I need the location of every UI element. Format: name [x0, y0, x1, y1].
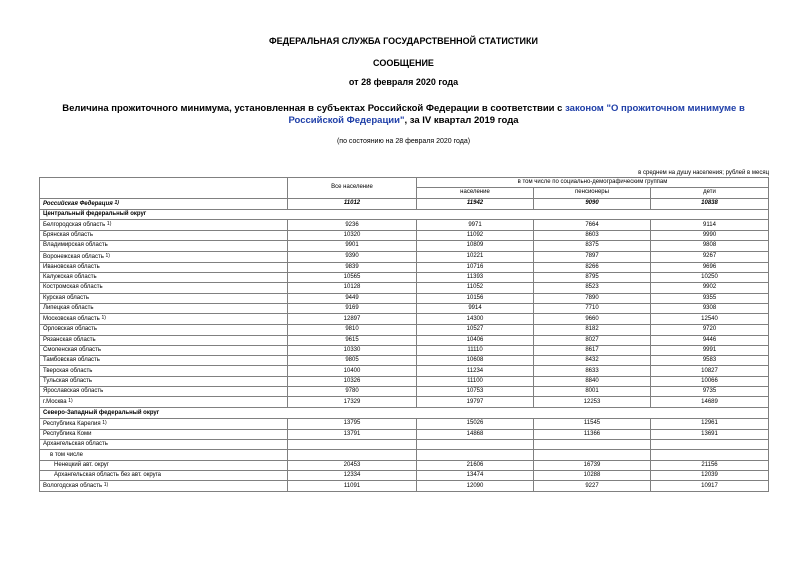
title-part-1: Величина прожиточного минимума, установленная в субъектах Российской Федерации в соответствии с: [62, 103, 566, 114]
value-working: 10608: [417, 356, 534, 366]
agency-name: ФЕДЕРАЛЬНАЯ СЛУЖБА ГОСУДАРСТВЕННОЙ СТАТИСТИКИ: [269, 36, 538, 46]
value-children: 9696: [651, 262, 769, 272]
value-all: 10400: [288, 366, 417, 376]
region-label: Костромская область: [43, 284, 103, 291]
value-children: 9808: [651, 241, 769, 251]
value-children: 9902: [651, 283, 769, 293]
value-working: 11110: [417, 345, 534, 355]
region-label: Центральный федеральный округ: [43, 210, 147, 217]
region-label: Ярославская область: [43, 388, 104, 395]
value-working: 10221: [417, 251, 534, 262]
value-pensioners: 8001: [534, 387, 651, 397]
footnote-mark: 1): [103, 482, 109, 489]
value-children: 9990: [651, 231, 769, 241]
value-working: 19797: [417, 397, 534, 408]
table-row: [40, 460, 769, 470]
region-name: [40, 303, 288, 313]
value-pensioners: 16739: [534, 460, 651, 470]
value-all: 9805: [288, 356, 417, 366]
value-children: [651, 440, 769, 450]
value-all: 9236: [288, 219, 417, 230]
region-name: [40, 231, 288, 241]
value-working: 9971: [417, 219, 534, 230]
table-row: [40, 471, 769, 481]
value-all: 9449: [288, 293, 417, 303]
value-pensioners: 12253: [534, 397, 651, 408]
value-pensioners: 10288: [534, 471, 651, 481]
region-label: в том числе: [50, 451, 83, 458]
table-body: [40, 198, 769, 492]
region-name: [40, 440, 288, 450]
value-children: [651, 450, 769, 460]
table-row: [40, 231, 769, 241]
region-name: [40, 262, 288, 272]
value-pensioners: 8795: [534, 273, 651, 283]
table-row: [40, 345, 769, 355]
region-label: Архангельская область без авт. округа: [54, 472, 161, 479]
value-pensioners: [534, 440, 651, 450]
value-all: 12897: [288, 314, 417, 325]
region-name: [40, 460, 288, 470]
region-label: Воронежская область: [43, 253, 104, 260]
value-all: [288, 440, 417, 450]
value-children: 10838: [651, 198, 769, 209]
value-working: 10716: [417, 262, 534, 272]
value-children: 9735: [651, 387, 769, 397]
value-working: 10406: [417, 335, 534, 345]
table-row: [40, 262, 769, 272]
region-name: [40, 283, 288, 293]
value-working: 11234: [417, 366, 534, 376]
region-label: Орловская область: [43, 326, 98, 333]
header-region: [40, 178, 288, 199]
district-row: [40, 408, 769, 418]
region-name: [40, 471, 288, 481]
value-all: 9810: [288, 325, 417, 335]
value-children: 12039: [651, 471, 769, 481]
district-row: [40, 209, 769, 219]
table-row: [40, 376, 769, 386]
region-label: Брянская область: [43, 232, 93, 239]
value-all: 13791: [288, 429, 417, 439]
table-row: [40, 418, 769, 429]
value-children: 9267: [651, 251, 769, 262]
footnote-mark: 1): [101, 315, 106, 322]
region-label: Московская область: [43, 316, 100, 323]
value-children: 12961: [651, 418, 769, 429]
footnote-mark: 1): [114, 199, 119, 206]
table-row: [40, 293, 769, 303]
table-row: [40, 283, 769, 293]
value-all: 11091: [288, 481, 417, 492]
value-pensioners: 8432: [534, 356, 651, 366]
table-row: [40, 450, 769, 460]
region-name: [40, 219, 288, 230]
value-pensioners: 7664: [534, 219, 651, 230]
value-working: 10527: [417, 325, 534, 335]
value-pensioners: 8523: [534, 283, 651, 293]
header-pensioners: пенсионеры: [534, 188, 651, 198]
region-name: [40, 397, 288, 408]
region-name: [40, 335, 288, 345]
value-children: 9720: [651, 325, 769, 335]
document-date: от 28 февраля 2020 года: [348, 77, 459, 87]
value-all: 10330: [288, 345, 417, 355]
main-title: [40, 103, 767, 127]
table-row: [40, 429, 769, 439]
region-label: Ивановская область: [43, 263, 100, 270]
value-pensioners: 8027: [534, 335, 651, 345]
region-name: [40, 198, 288, 209]
value-pensioners: 9090: [534, 198, 651, 209]
value-pensioners: 7890: [534, 293, 651, 303]
region-label: Липецкая область: [43, 305, 94, 312]
value-pensioners: 7710: [534, 303, 651, 313]
region-label: Республика Карелия: [43, 420, 101, 427]
value-working: 14868: [417, 429, 534, 439]
region-name: [40, 356, 288, 366]
region-name: [40, 345, 288, 355]
table-row: [40, 356, 769, 366]
footnote-mark: 1): [106, 220, 112, 227]
value-children: 9308: [651, 303, 769, 313]
table-row: [40, 241, 769, 251]
region-label: Тверская область: [43, 367, 93, 374]
value-children: 21156: [651, 460, 769, 470]
value-all: 9390: [288, 251, 417, 262]
value-children: 9114: [651, 219, 769, 230]
value-all: 11012: [288, 198, 417, 209]
value-pensioners: [534, 450, 651, 460]
value-children: 13691: [651, 429, 769, 439]
region-label: Северо-Западный федеральный округ: [43, 409, 160, 416]
value-working: 10753: [417, 387, 534, 397]
region-label: Смоленская область: [43, 347, 102, 354]
value-all: 20453: [288, 460, 417, 470]
value-all: 9169: [288, 303, 417, 313]
region-name: [40, 241, 288, 251]
law-link[interactable]: законом "О прожиточном минимуме в Российской Федерации": [288, 103, 745, 126]
region-name: [40, 450, 288, 460]
header-groups: в том числе по социально-демографическим группам: [417, 178, 769, 188]
value-pensioners: 7897: [534, 251, 651, 262]
region-label: г.Москва: [43, 399, 67, 406]
region-label: Владимирская область: [43, 242, 108, 249]
table-row: [40, 325, 769, 335]
value-working: 9914: [417, 303, 534, 313]
table-row: [40, 198, 769, 209]
region-label: Калужская область: [43, 274, 97, 281]
region-name: [40, 387, 288, 397]
value-pensioners: 8266: [534, 262, 651, 272]
region-label: Российская Федерация: [43, 200, 113, 207]
value-working: 12090: [417, 481, 534, 492]
region-name: [40, 314, 288, 325]
region-name: [40, 408, 769, 418]
value-children: 10827: [651, 366, 769, 376]
value-all: 17329: [288, 397, 417, 408]
value-pensioners: 9227: [534, 481, 651, 492]
table-row: [40, 335, 769, 345]
value-all: 10326: [288, 376, 417, 386]
title-part-2: , за IV квартал 2019 года: [404, 115, 519, 126]
value-pensioners: 8182: [534, 325, 651, 335]
value-working: 11393: [417, 273, 534, 283]
value-working: 11942: [417, 198, 534, 209]
footnote-mark: 1): [68, 398, 73, 405]
value-working: 10156: [417, 293, 534, 303]
table-row: [40, 251, 769, 262]
value-working: 21606: [417, 460, 534, 470]
value-pensioners: 8617: [534, 345, 651, 355]
region-name: [40, 325, 288, 335]
value-working: 10809: [417, 241, 534, 251]
value-working: [417, 440, 534, 450]
footnote-mark: 1): [105, 252, 110, 259]
region-label: Архангельская область: [43, 441, 108, 448]
value-pensioners: 11366: [534, 429, 651, 439]
value-children: 14689: [651, 397, 769, 408]
value-all: 10320: [288, 231, 417, 241]
value-pensioners: 8840: [534, 376, 651, 386]
value-working: 14300: [417, 314, 534, 325]
value-children: 9446: [651, 335, 769, 345]
value-pensioners: 11545: [534, 418, 651, 429]
table-row: [40, 273, 769, 283]
region-name: [40, 251, 288, 262]
value-children: 9991: [651, 345, 769, 355]
region-label: Тамбовская область: [43, 357, 100, 364]
region-label: Вологодская область: [43, 483, 103, 490]
value-children: 10917: [651, 481, 769, 492]
table-row: [40, 397, 769, 408]
region-name: [40, 376, 288, 386]
value-working: 15026: [417, 418, 534, 429]
value-working: [417, 450, 534, 460]
region-name: [40, 481, 288, 492]
table-row: [40, 440, 769, 450]
value-all: 9839: [288, 262, 417, 272]
value-children: 10250: [651, 273, 769, 283]
region-label: Ненецкий авт. округ: [54, 461, 109, 468]
table-row: [40, 303, 769, 313]
value-working: 13474: [417, 471, 534, 481]
subsistence-table: [39, 177, 769, 492]
value-all: 10128: [288, 283, 417, 293]
footnote-mark: 1): [102, 419, 107, 426]
region-name: [40, 429, 288, 439]
value-children: 10066: [651, 376, 769, 386]
header-children: дети: [651, 188, 769, 198]
value-working: 11092: [417, 231, 534, 241]
table-row: [40, 481, 769, 492]
status-note: (по состоянию на 28 февраля 2020 года): [336, 138, 471, 145]
value-children: 12540: [651, 314, 769, 325]
value-pensioners: 8375: [534, 241, 651, 251]
region-label: Рязанская область: [43, 336, 96, 343]
value-all: 13795: [288, 418, 417, 429]
value-all: 12334: [288, 471, 417, 481]
region-name: [40, 366, 288, 376]
value-pensioners: 9660: [534, 314, 651, 325]
table-row: [40, 387, 769, 397]
value-all: 9901: [288, 241, 417, 251]
table-row: [40, 366, 769, 376]
value-pensioners: 8633: [534, 366, 651, 376]
region-label: Тульская область: [43, 377, 93, 384]
region-label: Республика Коми: [43, 430, 92, 437]
value-all: 10565: [288, 273, 417, 283]
value-pensioners: 8603: [534, 231, 651, 241]
region-name: [40, 293, 288, 303]
table-row: [40, 219, 769, 230]
table-row: [40, 314, 769, 325]
value-working: 11100: [417, 376, 534, 386]
header-working: население: [417, 188, 534, 198]
value-children: 9355: [651, 293, 769, 303]
header-all-population: Все население: [288, 178, 417, 199]
value-all: 9780: [288, 387, 417, 397]
region-name: [40, 209, 769, 219]
value-working: 11052: [417, 283, 534, 293]
region-label: Белгородская область: [43, 222, 106, 229]
value-all: [288, 450, 417, 460]
value-all: 9615: [288, 335, 417, 345]
region-label: Курская область: [43, 294, 89, 301]
region-name: [40, 273, 288, 283]
region-name: [40, 418, 288, 429]
document-type: СООБЩЕНИЕ: [373, 58, 434, 68]
value-children: 9583: [651, 356, 769, 366]
unit-note: в среднем на душу населения; рублей в месяц: [638, 170, 769, 176]
